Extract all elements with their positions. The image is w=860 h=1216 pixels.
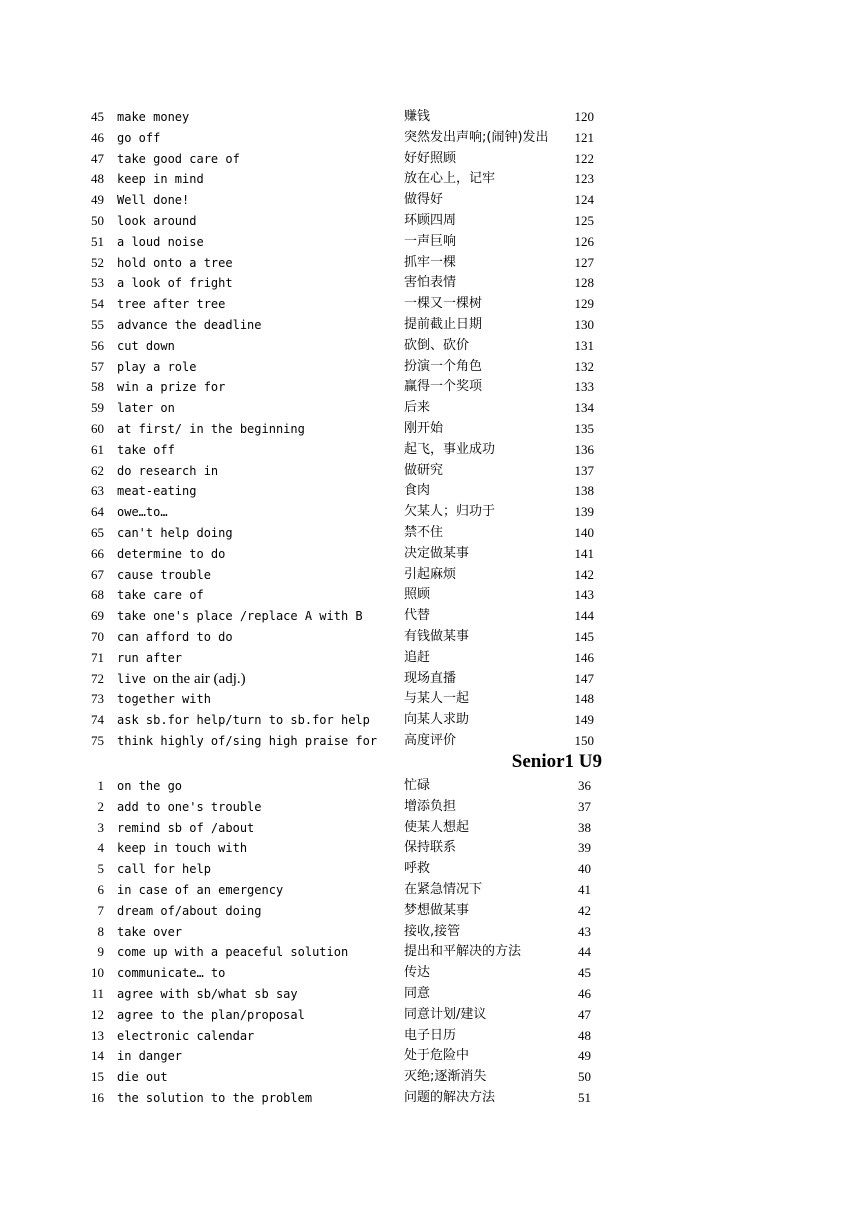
english-phrase-text: run after bbox=[117, 650, 183, 665]
phrase-row bbox=[0, 523, 860, 544]
row-number: 57 bbox=[91, 358, 104, 374]
row-number: 69 bbox=[91, 608, 104, 624]
index-number: 141 bbox=[574, 545, 594, 561]
english-phrase bbox=[117, 523, 233, 544]
english-phrase-text: take care of bbox=[117, 588, 204, 603]
english-phrase bbox=[117, 585, 204, 606]
chinese-meaning: 接收,接管 bbox=[404, 923, 461, 939]
phrase-row bbox=[0, 461, 860, 482]
phrase-row bbox=[0, 689, 860, 710]
phrase-row bbox=[0, 357, 860, 378]
chinese-meaning: 提前截止日期 bbox=[404, 317, 483, 332]
chinese-meaning: 起飞，事业成功 bbox=[404, 441, 496, 457]
index-number: 147 bbox=[574, 670, 594, 686]
chinese-meaning: 砍倒、砍价 bbox=[404, 337, 470, 353]
english-phrase bbox=[117, 818, 254, 839]
index-number: 143 bbox=[574, 587, 594, 603]
chinese-meaning: 一棵又一棵树 bbox=[404, 296, 483, 312]
row-number: 53 bbox=[91, 275, 104, 291]
english-phrase-text: add to one's trouble bbox=[117, 799, 262, 814]
phrase-row bbox=[0, 273, 860, 294]
index-number: 40 bbox=[578, 861, 591, 877]
english-phrase bbox=[117, 648, 182, 669]
chinese-meaning: 提出和平解决的方法 bbox=[404, 944, 522, 960]
english-phrase-text: ask sb.for help/turn to sb.for help bbox=[117, 713, 370, 728]
english-phrase-text: agree to the plan/proposal bbox=[117, 1007, 305, 1022]
row-number: 59 bbox=[91, 400, 104, 416]
chinese-meaning: 现场直播 bbox=[404, 670, 457, 686]
chinese-meaning: 向某人求助 bbox=[404, 712, 470, 728]
english-phrase bbox=[117, 942, 348, 963]
chinese-meaning: 后来 bbox=[404, 400, 431, 416]
phrase-row bbox=[0, 984, 860, 1005]
english-phrase bbox=[117, 565, 211, 586]
index-number: 149 bbox=[574, 712, 594, 728]
english-phrase-text: on the go bbox=[117, 779, 183, 793]
english-phrase bbox=[117, 606, 363, 627]
chinese-meaning: 呼救 bbox=[404, 861, 431, 877]
row-number: 5 bbox=[97, 861, 104, 877]
phrase-row bbox=[0, 627, 860, 648]
phrase-row bbox=[0, 190, 860, 211]
index-number: 134 bbox=[574, 400, 594, 416]
phrase-row bbox=[0, 294, 860, 315]
row-number: 4 bbox=[97, 840, 104, 856]
chinese-meaning: 灭绝;逐渐消失 bbox=[404, 1069, 487, 1085]
phrase-row bbox=[0, 565, 860, 586]
english-phrase-text: in case of an emergency bbox=[117, 883, 284, 897]
phrase-row bbox=[0, 419, 860, 440]
chinese-meaning: 在紧急情况下 bbox=[404, 882, 483, 897]
english-phrase-text: can't help doing bbox=[117, 526, 233, 540]
chinese-meaning: 做得好 bbox=[404, 192, 444, 208]
index-number: 42 bbox=[578, 902, 591, 918]
chinese-meaning: 增添负担 bbox=[404, 798, 457, 814]
english-phrase bbox=[117, 190, 189, 211]
chinese-meaning: 放在心上，记牢 bbox=[404, 171, 496, 187]
chinese-meaning: 使某人想起 bbox=[404, 819, 470, 835]
chinese-meaning: 食肉 bbox=[404, 483, 431, 499]
english-phrase bbox=[117, 627, 233, 648]
index-number: 135 bbox=[574, 421, 594, 436]
chinese-meaning: 同意 bbox=[404, 986, 431, 1001]
english-phrase-text: together with bbox=[117, 692, 211, 707]
english-phrase bbox=[117, 253, 233, 274]
chinese-meaning: 赚钱 bbox=[404, 109, 431, 124]
chinese-meaning: 环顾四周 bbox=[404, 213, 457, 228]
phrase-row bbox=[0, 710, 860, 731]
index-number: 142 bbox=[574, 566, 594, 582]
english-phrase bbox=[117, 294, 225, 315]
english-phrase bbox=[117, 838, 247, 859]
english-phrase bbox=[117, 481, 196, 502]
english-phrase bbox=[117, 419, 305, 440]
english-phrase bbox=[117, 1005, 305, 1026]
english-phrase-text: Well done! bbox=[117, 193, 190, 208]
phrase-row bbox=[0, 107, 860, 128]
phrase-row bbox=[0, 963, 860, 984]
row-number: 9 bbox=[97, 944, 104, 960]
row-number: 62 bbox=[91, 462, 104, 478]
english-phrase bbox=[117, 669, 246, 690]
index-number: 131 bbox=[574, 337, 594, 353]
index-number: 120 bbox=[574, 109, 594, 124]
index-number: 46 bbox=[578, 986, 591, 1001]
phrase-row bbox=[0, 481, 860, 502]
index-number: 145 bbox=[574, 629, 594, 644]
english-phrase-text: make money bbox=[117, 110, 190, 124]
row-number: 2 bbox=[97, 798, 104, 814]
chinese-meaning: 照顾 bbox=[404, 587, 431, 603]
phrase-row bbox=[0, 149, 860, 170]
index-number: 123 bbox=[574, 171, 594, 187]
index-number: 126 bbox=[574, 233, 594, 249]
english-phrase bbox=[117, 963, 225, 984]
english-phrase-text: do research in bbox=[117, 463, 219, 478]
english-phrase-text: dream of/about doing bbox=[117, 903, 262, 918]
phrase-row bbox=[0, 502, 860, 523]
english-phrase bbox=[117, 169, 204, 190]
row-number: 63 bbox=[91, 483, 104, 499]
english-phrase-text: cut down bbox=[117, 338, 175, 353]
index-number: 137 bbox=[574, 462, 594, 478]
row-number: 48 bbox=[91, 171, 104, 187]
row-number: 68 bbox=[91, 587, 104, 603]
row-number: 45 bbox=[91, 109, 104, 124]
row-number: 3 bbox=[97, 819, 104, 835]
row-number: 12 bbox=[91, 1006, 104, 1022]
phrase-row bbox=[0, 1005, 860, 1026]
phrase-row bbox=[0, 398, 860, 419]
chinese-meaning: 有钱做某事 bbox=[404, 629, 470, 644]
chinese-meaning: 赢得一个奖项 bbox=[404, 379, 483, 395]
chinese-meaning: 好好照顾 bbox=[404, 150, 457, 166]
english-phrase-tail: on the air (adj.) bbox=[153, 670, 246, 687]
row-number: 74 bbox=[91, 712, 104, 728]
english-phrase-text: electronic calendar bbox=[117, 1028, 255, 1043]
row-number: 56 bbox=[91, 337, 104, 353]
phrase-row bbox=[0, 169, 860, 190]
english-phrase-text: cause trouble bbox=[117, 567, 211, 582]
index-number: 38 bbox=[578, 819, 591, 835]
chinese-meaning: 处于危险中 bbox=[404, 1048, 470, 1064]
english-phrase bbox=[117, 357, 196, 378]
english-phrase bbox=[117, 901, 262, 922]
row-number: 50 bbox=[91, 213, 104, 228]
english-phrase-text: go off bbox=[117, 130, 161, 145]
index-number: 136 bbox=[574, 441, 594, 457]
phrase-row bbox=[0, 859, 860, 880]
english-phrase bbox=[117, 315, 262, 336]
row-number: 11 bbox=[91, 986, 104, 1001]
index-number: 129 bbox=[574, 296, 594, 312]
chinese-meaning: 保持联系 bbox=[404, 840, 457, 856]
english-phrase-text: a loud noise bbox=[117, 234, 204, 249]
phrase-row bbox=[0, 901, 860, 922]
english-phrase bbox=[117, 211, 196, 232]
chinese-meaning: 与某人一起 bbox=[404, 691, 470, 707]
row-number: 46 bbox=[91, 129, 104, 145]
chinese-meaning: 忙碌 bbox=[404, 778, 431, 793]
english-phrase-text: later on bbox=[117, 401, 175, 416]
chinese-meaning: 突然发出声响;(闹钟)发出 bbox=[404, 129, 549, 145]
english-phrase bbox=[117, 1046, 182, 1067]
row-number: 14 bbox=[91, 1048, 104, 1064]
chinese-meaning: 引起麻烦 bbox=[404, 566, 457, 582]
index-number: 43 bbox=[578, 923, 591, 939]
row-number: 72 bbox=[91, 670, 104, 686]
english-phrase bbox=[117, 984, 298, 1005]
english-phrase-text: take good care of bbox=[117, 151, 240, 166]
row-number: 13 bbox=[91, 1027, 104, 1043]
english-phrase-text: take off bbox=[117, 442, 175, 457]
english-phrase-text: play a role bbox=[117, 359, 197, 374]
index-number: 138 bbox=[574, 483, 594, 499]
english-phrase-text: tree after tree bbox=[117, 297, 226, 312]
index-number: 50 bbox=[578, 1069, 591, 1085]
phrase-row bbox=[0, 606, 860, 627]
chinese-meaning: 一声巨响 bbox=[404, 233, 457, 249]
english-phrase-text: agree with sb/what sb say bbox=[117, 987, 298, 1001]
english-phrase-text: call for help bbox=[117, 862, 211, 877]
chinese-meaning: 追赶 bbox=[404, 649, 431, 665]
phrase-row bbox=[0, 440, 860, 461]
row-number: 73 bbox=[91, 691, 104, 707]
index-number: 133 bbox=[574, 379, 594, 395]
row-number: 64 bbox=[91, 504, 104, 520]
phrase-row bbox=[0, 315, 860, 336]
phrase-row bbox=[0, 232, 860, 253]
row-number: 54 bbox=[91, 296, 104, 312]
english-phrase bbox=[117, 107, 189, 128]
english-phrase-text: live bbox=[117, 671, 146, 686]
english-phrase-text: keep in touch with bbox=[117, 841, 248, 856]
index-number: 44 bbox=[578, 944, 591, 960]
phrase-row bbox=[0, 128, 860, 149]
row-number: 6 bbox=[97, 882, 104, 897]
row-number: 65 bbox=[91, 525, 104, 540]
english-phrase bbox=[117, 544, 225, 565]
english-phrase-text: determine to do bbox=[117, 546, 226, 561]
english-phrase-text: remind sb of /about bbox=[117, 820, 255, 835]
row-number: 60 bbox=[91, 421, 104, 436]
english-phrase bbox=[117, 377, 225, 398]
chinese-meaning: 问题的解决方法 bbox=[404, 1090, 496, 1105]
row-number: 47 bbox=[91, 150, 104, 166]
index-number: 51 bbox=[578, 1090, 591, 1105]
index-number: 150 bbox=[574, 733, 594, 748]
row-number: 58 bbox=[91, 379, 104, 395]
phrase-row bbox=[0, 211, 860, 232]
phrase-row bbox=[0, 377, 860, 398]
english-phrase bbox=[117, 731, 377, 752]
english-phrase-text: communicate… to bbox=[117, 966, 226, 981]
chinese-meaning: 刚开始 bbox=[404, 421, 444, 436]
english-phrase bbox=[117, 776, 182, 797]
phrase-row bbox=[0, 942, 860, 963]
row-number: 51 bbox=[91, 233, 104, 249]
phrase-row bbox=[0, 1088, 860, 1109]
index-number: 41 bbox=[578, 882, 591, 897]
row-number: 10 bbox=[91, 965, 104, 981]
row-number: 75 bbox=[91, 733, 104, 748]
row-number: 49 bbox=[91, 192, 104, 208]
chinese-meaning: 电子日历 bbox=[404, 1027, 457, 1043]
phrase-row bbox=[0, 253, 860, 274]
row-number: 55 bbox=[91, 317, 104, 332]
phrase-row bbox=[0, 797, 860, 818]
english-phrase bbox=[117, 440, 175, 461]
chinese-meaning: 同意计划/建议 bbox=[404, 1006, 487, 1022]
index-number: 140 bbox=[574, 525, 594, 540]
english-phrase-text: hold onto a tree bbox=[117, 255, 233, 270]
index-number: 37 bbox=[578, 798, 591, 814]
row-number: 7 bbox=[97, 902, 104, 918]
english-phrase-text: keep in mind bbox=[117, 172, 204, 187]
chinese-meaning: 传达 bbox=[404, 965, 431, 981]
english-phrase bbox=[117, 1088, 312, 1109]
index-number: 125 bbox=[574, 213, 594, 228]
english-phrase-text: can afford to do bbox=[117, 630, 233, 644]
unit-heading: Senior1 U9 bbox=[511, 751, 602, 772]
english-phrase-text: think highly of/sing high praise for bbox=[117, 734, 378, 748]
english-phrase bbox=[117, 797, 262, 818]
index-number: 36 bbox=[578, 778, 591, 793]
index-number: 39 bbox=[578, 840, 591, 856]
english-phrase-text: owe…to… bbox=[117, 505, 168, 520]
english-phrase bbox=[117, 232, 204, 253]
phrase-row bbox=[0, 336, 860, 357]
index-number: 47 bbox=[578, 1006, 591, 1022]
row-number: 67 bbox=[91, 566, 104, 582]
row-number: 15 bbox=[91, 1069, 104, 1085]
english-phrase-text: meat-eating bbox=[117, 484, 197, 499]
index-number: 45 bbox=[578, 965, 591, 981]
chinese-meaning: 害怕表情 bbox=[404, 275, 457, 291]
phrase-row bbox=[0, 1067, 860, 1088]
english-phrase-text: the solution to the problem bbox=[117, 1091, 313, 1105]
index-number: 124 bbox=[574, 192, 594, 208]
english-phrase bbox=[117, 502, 168, 523]
english-phrase-text: advance the deadline bbox=[117, 318, 262, 332]
chinese-meaning: 抓牢一棵 bbox=[404, 254, 457, 270]
index-number: 148 bbox=[574, 691, 594, 707]
english-phrase bbox=[117, 922, 182, 943]
english-phrase bbox=[117, 461, 218, 482]
chinese-meaning: 梦想做某事 bbox=[404, 902, 470, 918]
english-phrase bbox=[117, 336, 175, 357]
phrase-row bbox=[0, 776, 860, 797]
english-phrase-text: take one's place /replace A with B bbox=[117, 609, 363, 624]
row-number: 61 bbox=[91, 441, 104, 457]
english-phrase-text: win a prize for bbox=[117, 380, 226, 395]
english-phrase bbox=[117, 149, 240, 170]
phrase-row bbox=[0, 1046, 860, 1067]
index-number: 144 bbox=[574, 608, 594, 624]
index-number: 130 bbox=[574, 317, 594, 332]
index-number: 127 bbox=[574, 254, 594, 270]
chinese-meaning: 决定做某事 bbox=[404, 545, 470, 561]
phrase-row bbox=[0, 669, 860, 690]
row-number: 71 bbox=[91, 649, 104, 665]
chinese-meaning: 高度评价 bbox=[404, 733, 457, 748]
chinese-meaning: 代替 bbox=[404, 608, 431, 624]
english-phrase-text: in danger bbox=[117, 1049, 183, 1064]
english-phrase bbox=[117, 273, 233, 294]
english-phrase bbox=[117, 1067, 168, 1088]
english-phrase-text: at first/ in the beginning bbox=[117, 422, 305, 436]
english-phrase bbox=[117, 859, 211, 880]
english-phrase bbox=[117, 689, 211, 710]
english-phrase bbox=[117, 880, 283, 901]
row-number: 66 bbox=[91, 545, 104, 561]
phrase-row bbox=[0, 838, 860, 859]
english-phrase bbox=[117, 398, 175, 419]
phrase-row bbox=[0, 585, 860, 606]
english-phrase-text: come up with a peaceful solution bbox=[117, 945, 349, 960]
english-phrase-text: look around bbox=[117, 214, 197, 228]
phrase-row bbox=[0, 880, 860, 901]
english-phrase bbox=[117, 710, 370, 731]
chinese-meaning: 扮演一个角色 bbox=[404, 358, 483, 374]
index-number: 49 bbox=[578, 1048, 591, 1064]
row-number: 70 bbox=[91, 629, 104, 644]
phrase-row bbox=[0, 544, 860, 565]
english-phrase bbox=[117, 1026, 254, 1047]
row-number: 8 bbox=[97, 923, 104, 939]
phrase-row bbox=[0, 1026, 860, 1047]
index-number: 121 bbox=[574, 129, 594, 145]
english-phrase-text: a look of fright bbox=[117, 276, 233, 291]
row-number: 16 bbox=[91, 1090, 104, 1105]
index-number: 48 bbox=[578, 1027, 591, 1043]
index-number: 128 bbox=[574, 275, 594, 291]
phrase-row bbox=[0, 731, 860, 752]
chinese-meaning: 做研究 bbox=[404, 462, 444, 478]
index-number: 139 bbox=[574, 504, 594, 520]
index-number: 132 bbox=[574, 358, 594, 374]
row-number: 52 bbox=[91, 254, 104, 270]
phrase-row bbox=[0, 648, 860, 669]
row-number: 1 bbox=[97, 778, 104, 793]
index-number: 146 bbox=[574, 649, 594, 665]
phrase-row bbox=[0, 922, 860, 943]
english-phrase-text: die out bbox=[117, 1070, 168, 1085]
phrase-row bbox=[0, 818, 860, 839]
chinese-meaning: 欠某人；归功于 bbox=[404, 504, 496, 520]
english-phrase-text: take over bbox=[117, 924, 183, 939]
index-number: 122 bbox=[574, 150, 594, 166]
english-phrase bbox=[117, 128, 160, 149]
chinese-meaning: 禁不住 bbox=[404, 525, 444, 540]
